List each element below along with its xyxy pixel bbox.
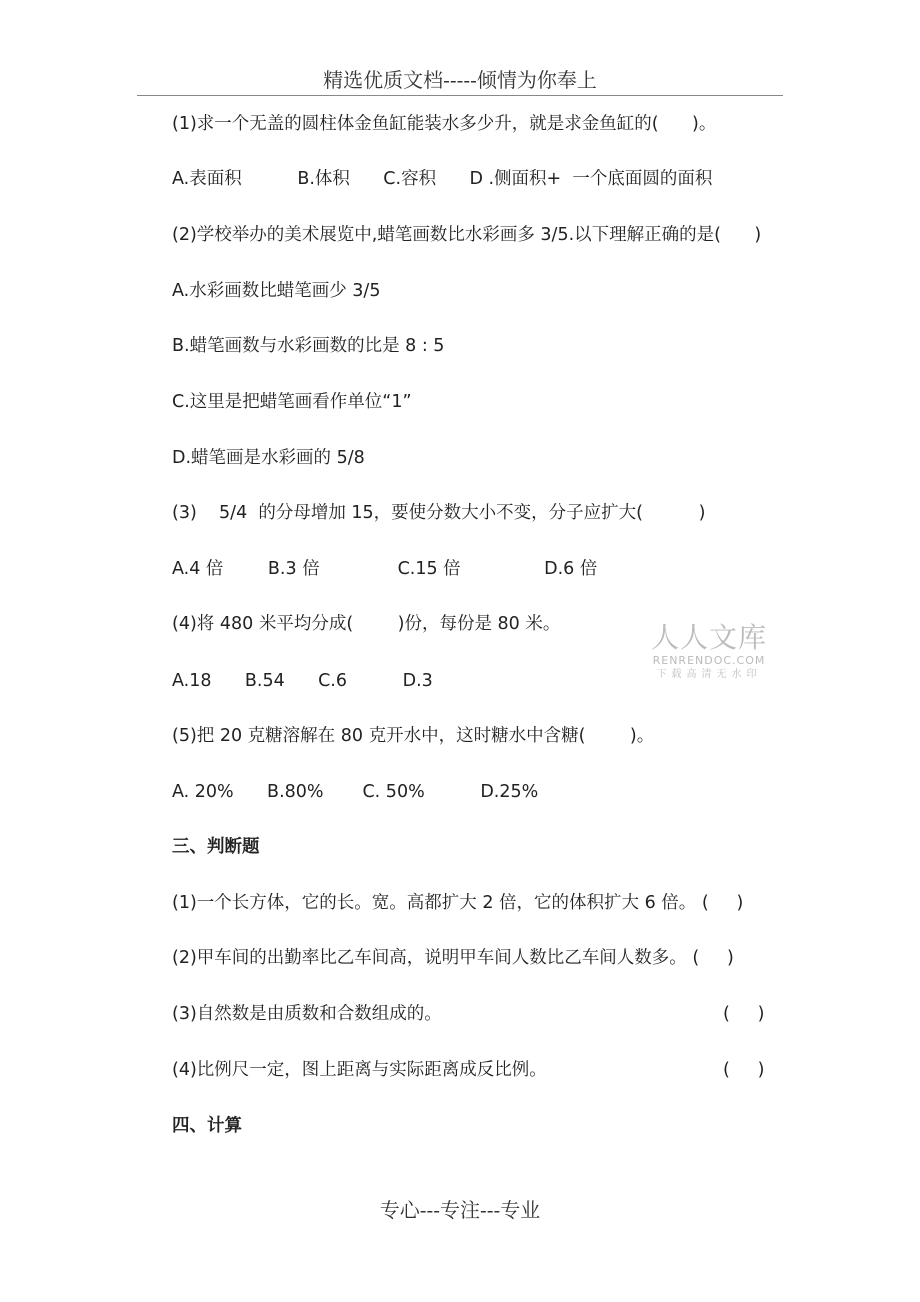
question-4-options: A.18 B.54 C.6 D.3 <box>172 671 433 691</box>
question-5-options: A. 20% B.80% C. 50% D.25% <box>172 782 539 802</box>
question-2-option-c: C.这里是把蜡笔画看作单位“1” <box>172 392 412 412</box>
question-1-options: A.表面积 B.体积 C.容积 D .侧面积+ 一个底面圆的面积 <box>172 169 713 189</box>
judgment-item-2: (2)甲车间的出勤率比乙车间高，说明甲车间人数比乙车间人数多。 ( ) <box>172 948 734 968</box>
question-3-options: A.4 倍 B.3 倍 C.15 倍 D.6 倍 <box>172 559 598 579</box>
question-3-stem: (3) 5/4 的分母增加 15，要使分数大小不变，分子应扩大( ) <box>172 503 706 523</box>
question-2-option-b: B.蜡笔画数与水彩画数的比是 8 : 5 <box>172 336 445 356</box>
question-5-stem: (5)把 20 克糖溶解在 80 克开水中，这时糖水中含糖( )。 <box>172 726 655 746</box>
page-footer: 专心---专注---专业 <box>379 1198 541 1222</box>
question-2-option-a: A.水彩画数比蜡笔画少 3/5 <box>172 281 381 301</box>
judgment-item-4: (4)比例尺一定，图上距离与实际距离成反比例。 <box>172 1060 547 1080</box>
question-1-stem: (1)求一个无盖的圆柱体金鱼缸能装水多少升，就是求金鱼缸的( )。 <box>172 114 717 134</box>
judgment-item-4-blank: ( ) <box>723 1060 765 1080</box>
watermark-url: RENRENDOC.COM <box>652 654 766 667</box>
header-divider <box>137 95 783 96</box>
watermark <box>646 622 772 682</box>
question-2-option-d: D.蜡笔画是水彩画的 5/8 <box>172 448 365 468</box>
watermark-tagline: 下载高清无水印 <box>656 669 762 680</box>
section-3-heading: 三、判断题 <box>172 837 260 857</box>
watermark-logo: 人人文库 <box>650 621 767 654</box>
question-2-stem: (2)学校举办的美术展览中,蜡笔画数比水彩画多 3/5.以下理解正确的是( ) <box>172 225 762 245</box>
judgment-item-1: (1)一个长方体，它的长。宽。高都扩大 2 倍，它的体积扩大 6 倍。 ( ) <box>172 893 744 913</box>
section-4-heading: 四、计算 <box>172 1116 242 1136</box>
question-4-stem: (4)将 480 米平均分成( )份，每份是 80 米。 <box>172 614 561 634</box>
judgment-item-3: (3)自然数是由质数和合数组成的。 <box>172 1004 442 1024</box>
page-header: 精选优质文档-----倾情为你奉上 <box>323 68 597 92</box>
judgment-item-3-blank: ( ) <box>723 1004 765 1024</box>
